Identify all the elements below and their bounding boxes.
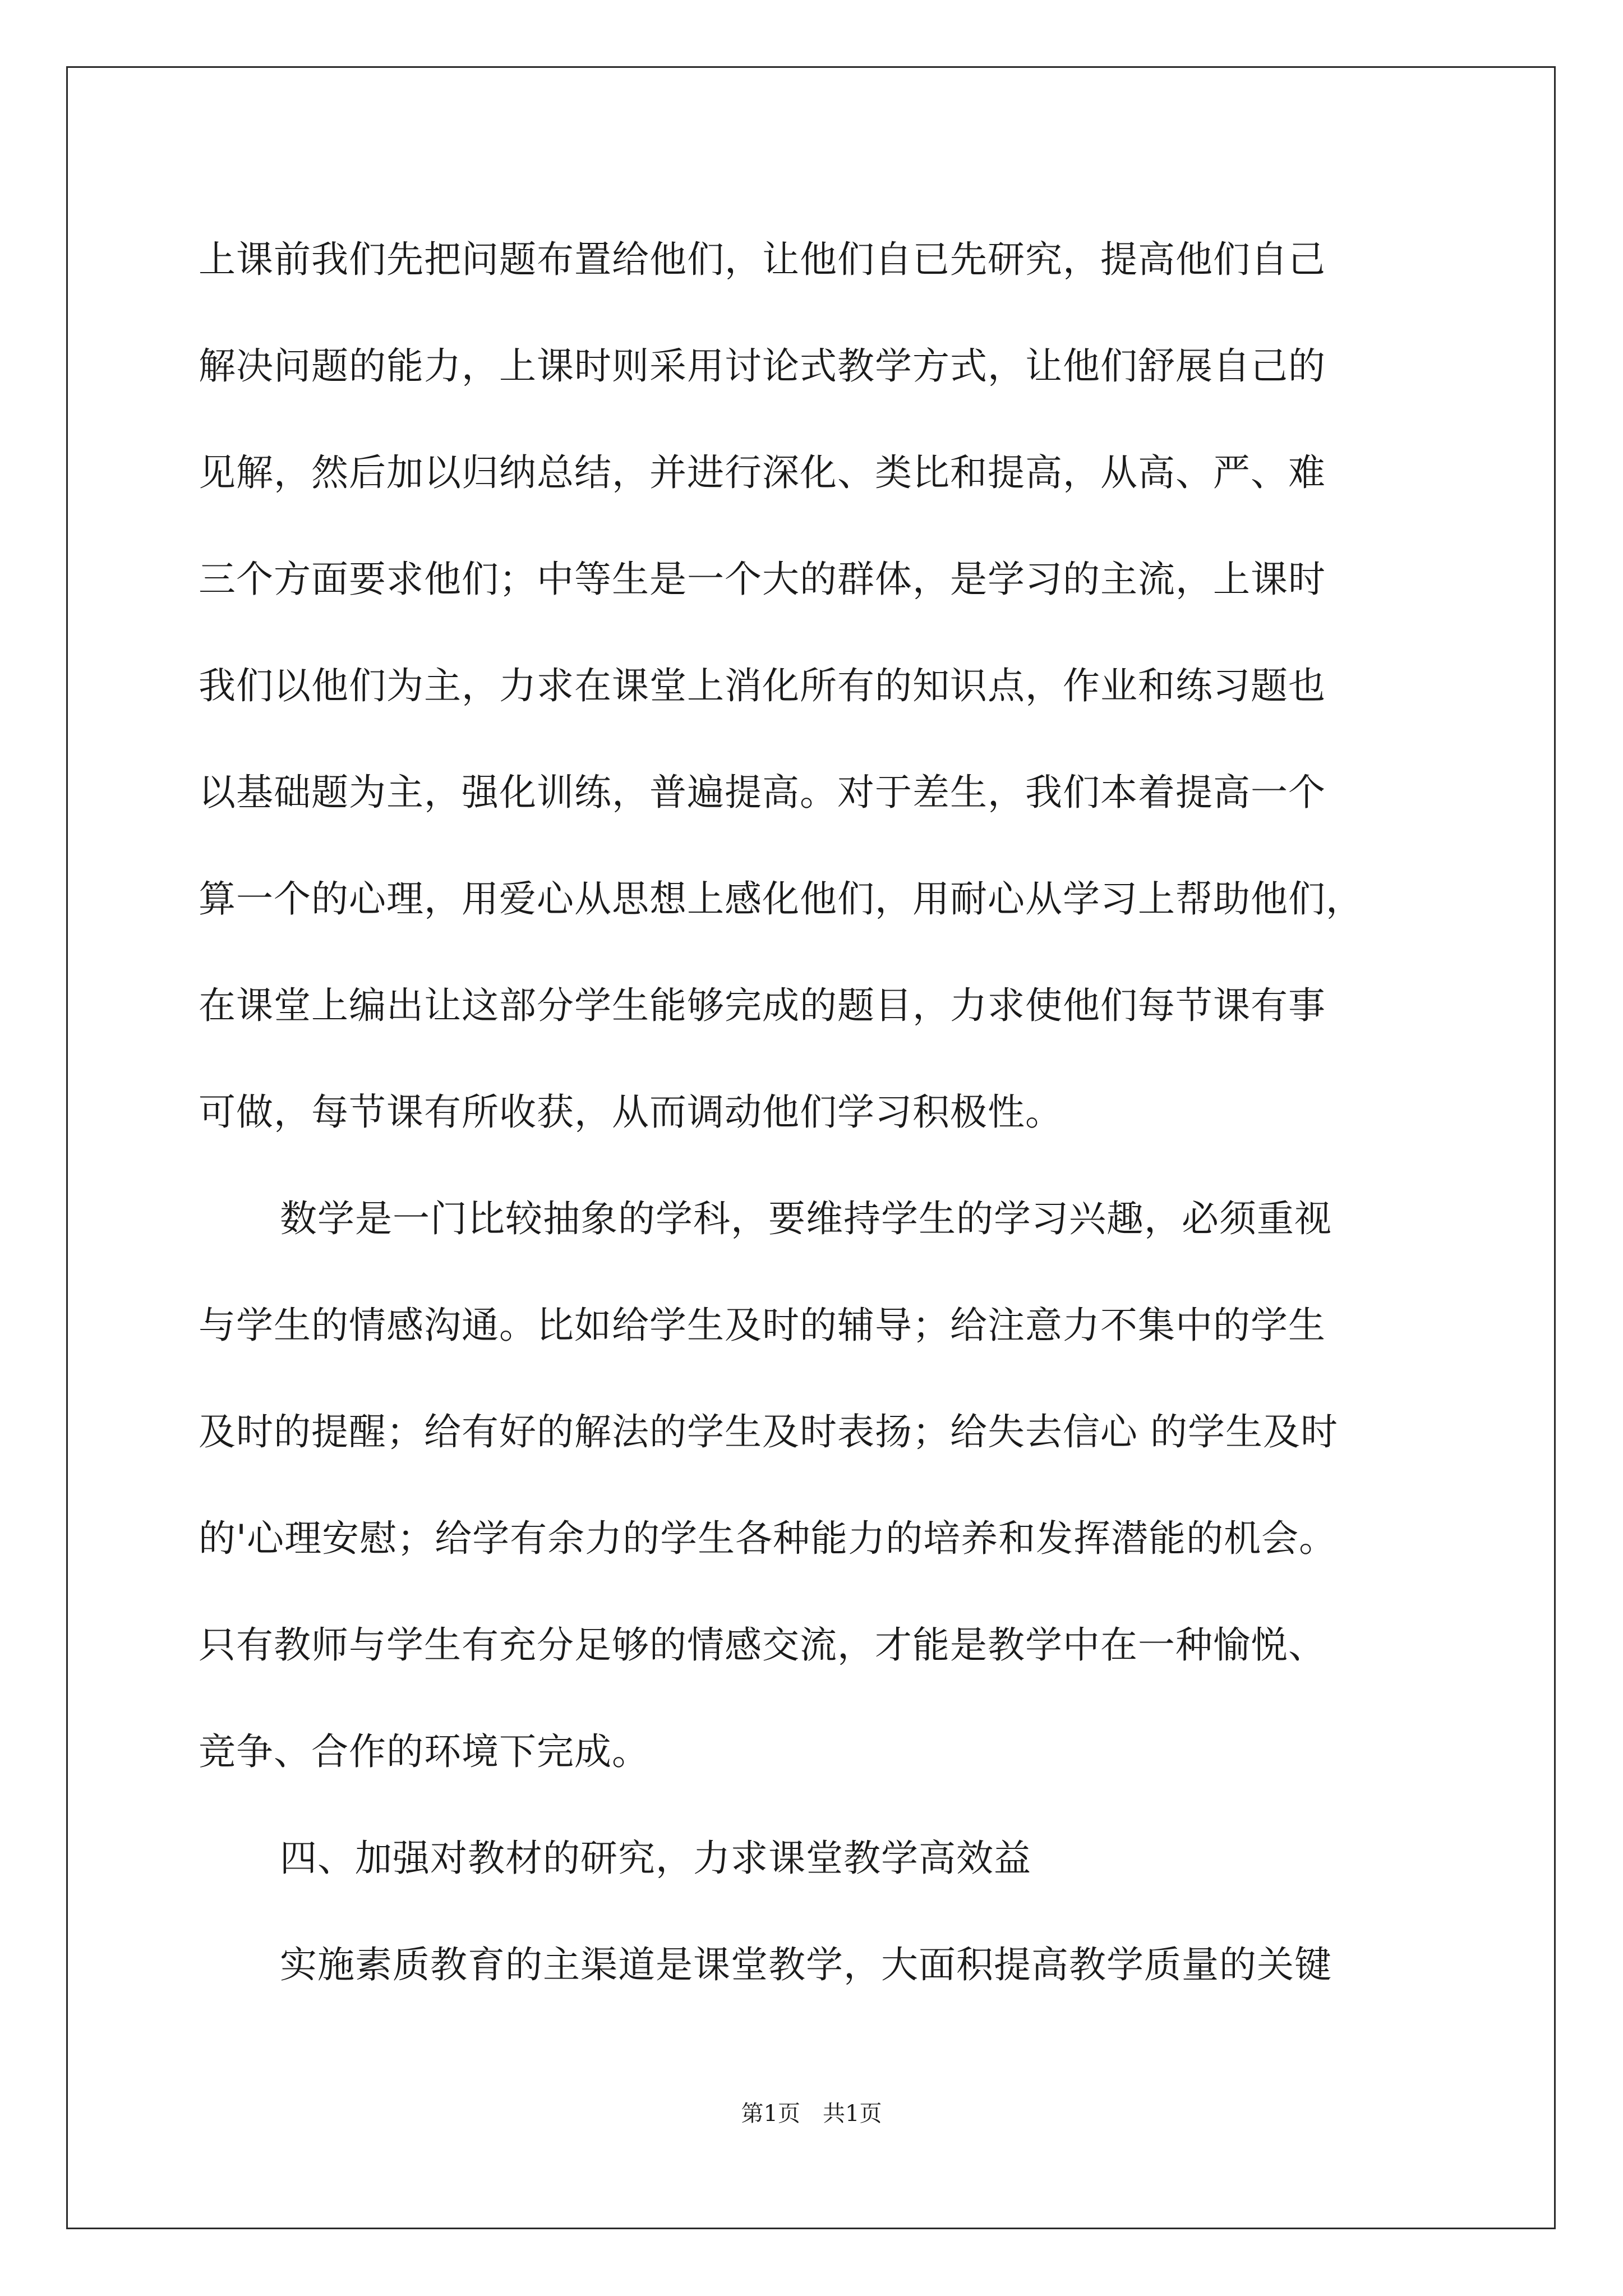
text-line: 只有教师与学生有充分足够的情感交流，才能是教学中在一种愉悦、 [199, 1623, 1326, 1667]
text-line: 我们以他们为主，力求在课堂上消化所有的知识点，作业和练习题也 [199, 664, 1326, 707]
paragraph-start-line: 实施素质教育的主渠道是课堂教学，大面积提高教学质量的关键 [280, 1943, 1332, 1986]
text-line: 见解，然后加以归纳总结，并进行深化、类比和提高，从高、严、难 [199, 451, 1326, 494]
text-line: 可做，每节课有所收获，从而调动他们学习积极性。 [199, 1091, 1063, 1134]
text-line: 与学生的情感沟通。比如给学生及时的辅导；给注意力不集中的学生 [199, 1304, 1326, 1347]
text-line: 竞争、合作的环境下完成。 [199, 1730, 649, 1773]
text-line: 上课前我们先把问题布置给他们，让他们自已先研究，提高他们自己 [199, 238, 1326, 281]
paragraph-start-line: 数学是一门比较抽象的学科，要维持学生的学习兴趣，必须重视 [280, 1197, 1332, 1240]
page-footer: 第1页 共1页 [741, 2101, 882, 2127]
text-line: 的'心理安慰；给学有余力的学生各种能力的培养和发挥潜能的机会。 [199, 1517, 1337, 1560]
text-line: 在课堂上编出让这部分学生能够完成的题目，力求使他们每节课有事 [199, 984, 1326, 1027]
paragraph-start-line: 四、加强对教材的研究，力求课堂教学高效益 [280, 1837, 1031, 1880]
text-line: 三个方面要求他们；中等生是一个大的群体，是学习的主流，上课时 [199, 558, 1326, 601]
text-line: 及时的提醒；给有好的解法的学生及时表扬；给失去信心 的学生及时 [199, 1410, 1338, 1453]
text-line: 解决问题的能力，上课时则采用讨论式教学方式，让他们舒展自己的 [199, 344, 1326, 388]
text-line: 算一个的心理，用爱心从思想上感化他们，用耐心从学习上帮助他们， [199, 877, 1363, 921]
document-body [199, 206, 1460, 2018]
text-line: 以基础题为主，强化训练，普遍提高。对于差生，我们本着提高一个 [199, 771, 1326, 814]
